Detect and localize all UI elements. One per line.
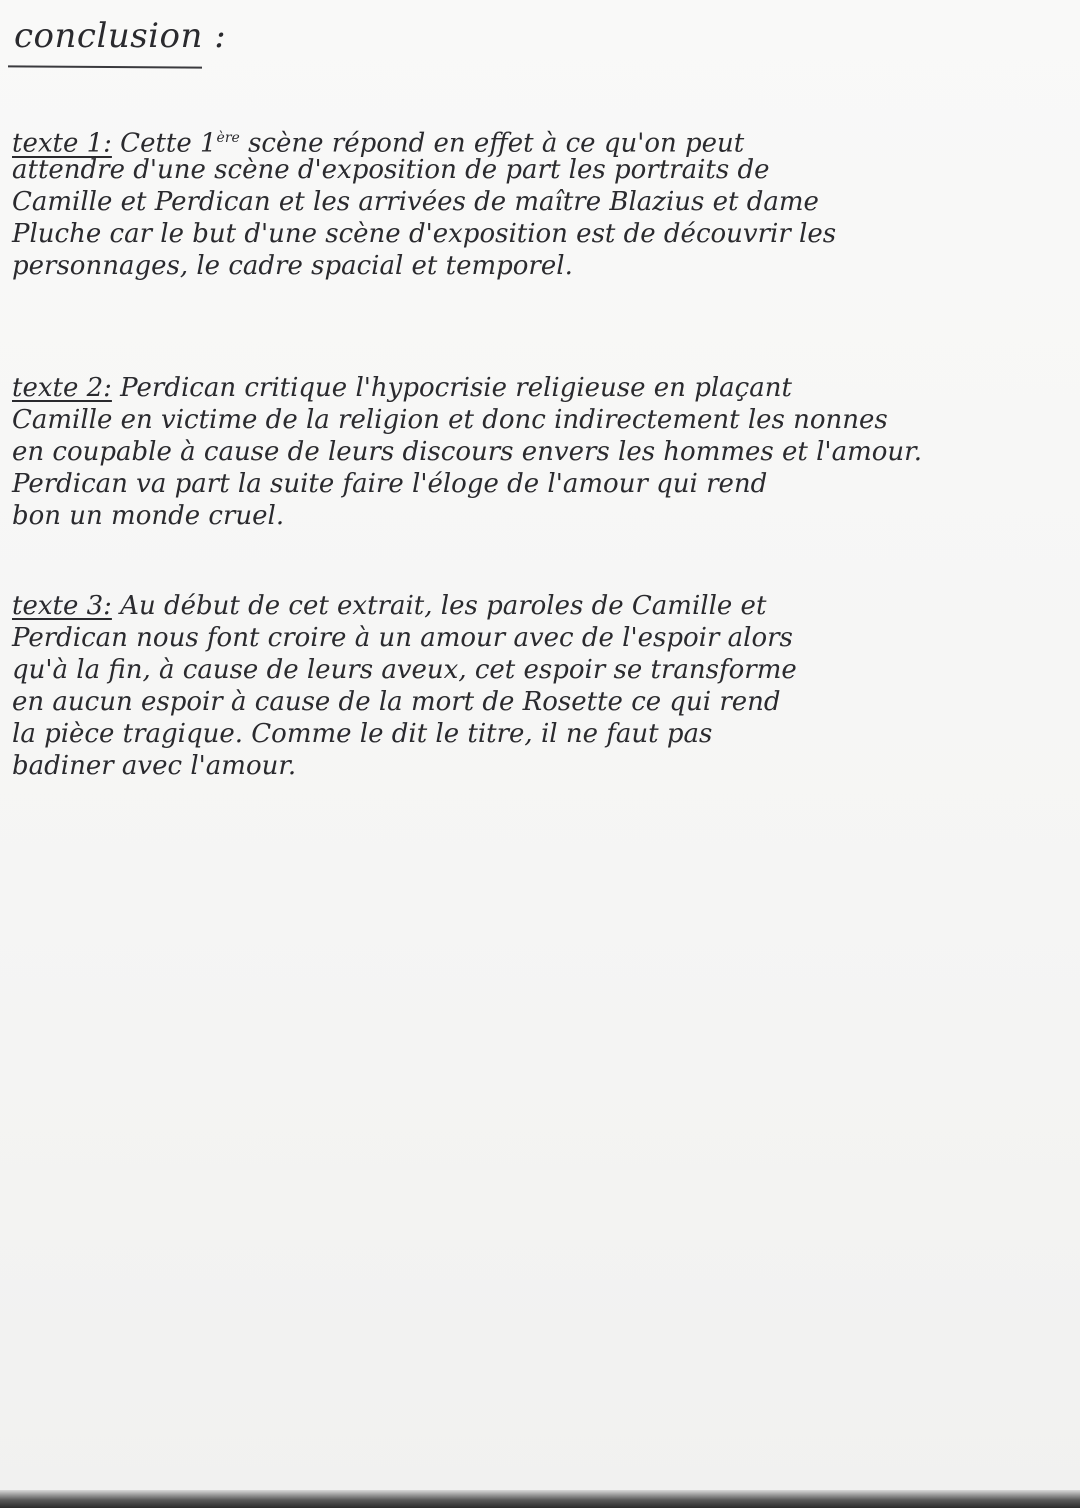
- text-line: la pièce tragique. Comme le dit le titre, il ne faut pas: [12, 719, 713, 749]
- text-line: Camille et Perdican et les arrivées de maître Blazius et dame: [12, 187, 819, 217]
- section-texte-1: [12, 122, 1062, 282]
- section-label: texte 3:: [12, 591, 112, 621]
- text-line: attendre d'une scène d'exposition de part les portraits de: [12, 155, 770, 185]
- superscript: ère: [216, 130, 240, 146]
- text-line: en coupable à cause de leurs discours envers les hommes et l'amour.: [12, 437, 922, 467]
- page-bottom-edge: [0, 1490, 1080, 1508]
- section-label: texte 2:: [12, 373, 112, 403]
- page-heading: conclusion :: [14, 16, 227, 56]
- text-line: [12, 122, 1062, 159]
- text-line: [12, 590, 1062, 622]
- text-line: Perdican va part la suite faire l'éloge de l'amour qui rend: [12, 469, 768, 499]
- text-line: badiner avec l'amour.: [12, 751, 297, 781]
- text-line: en aucun espoir à cause de la mort de Rosette ce qui rend: [12, 687, 781, 717]
- text-line: Perdican nous font croire à un amour avec de l'espoir alors: [12, 623, 793, 653]
- section-texte-2: [12, 372, 1062, 532]
- text-line-fragment: Perdican critique l'hypocrisie religieuse en plaçant: [120, 373, 792, 403]
- text-line: [12, 372, 1062, 404]
- section-texte-3: [12, 590, 1062, 782]
- text-line-fragment: Au début de cet extrait, les paroles de Camille et: [120, 591, 767, 621]
- text-line: qu'à la fin, à cause de leurs aveux, cet espoir se transforme: [12, 655, 797, 685]
- text-line: Camille en victime de la religion et donc indirectement les nonnes: [12, 405, 888, 435]
- text-line: Pluche car le but d'une scène d'exposition est de découvrir les: [12, 219, 837, 249]
- text-line: bon un monde cruel.: [12, 501, 285, 531]
- section-label: texte 1:: [12, 128, 112, 159]
- text-line: personnages, le cadre spacial et temporel.: [12, 251, 573, 281]
- heading-underline: [8, 65, 202, 68]
- text-line-fragment: scène répond en effet à ce qu'on peut: [239, 128, 745, 159]
- text-line-fragment: Cette 1: [120, 128, 217, 159]
